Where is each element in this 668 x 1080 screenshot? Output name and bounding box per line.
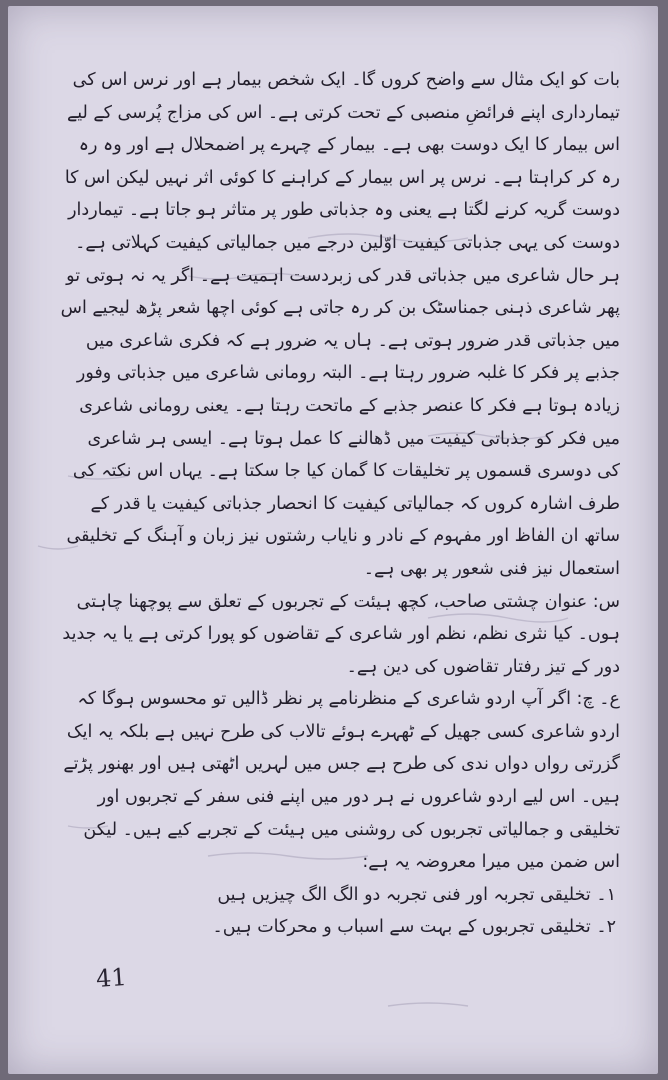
- list-item: [60, 879, 620, 912]
- interview-question: س: عنوان چشتی صاحب، کچھ ہیئت کے تجربوں کے تعلق سے پوچھنا چاہتی ہوں۔ کیا نثری نظم، نظم اور شاعری کے تقاضوں کو پورا کرتی ہے یا یہ جدید دور کے تیز رفتار تقاضوں کی دین ہے۔: [62, 591, 620, 677]
- paragraph: بات کو ایک مثال سے واضح کروں گا۔ ایک شخص بیمار ہے اور نرس اس کی تیمارداری اپنے فرائضِ منصبی کے تحت کرتی ہے۔ اس کی مزاج پُرسی کے لیے اس بیمار کا ایک دوست بھی ہے۔ بیمار کے چہرے پر اضمحلال ہے اور وہ رہ رہ کر کراہتا ہے۔ نرس پر اس بیمار کے کراہنے کا کوئی اثر نہیں لیکن اس کا دوست گریہ کرنے لگتا ہے یعنی وہ جذباتی طور پر متاثر ہو جاتا ہے۔ تیماردار دوست کی یہی جذباتی کیفیت اوّلین درجے میں جمالیاتی کیفیت کہلاتی ہے۔: [64, 70, 620, 253]
- list-item: [60, 911, 620, 944]
- list-number: ۲۔: [596, 917, 616, 938]
- page-number: 41: [95, 962, 128, 994]
- page-body: [60, 64, 620, 944]
- paragraph: ہر حال شاعری میں جذباتی قدر کی زبردست اہمیت ہے۔ اگر یہ نہ ہوتی تو پھر شاعری ذہنی جمناسٹک بن کر رہ جاتی ہے کوئی اچھا شعر پڑھ لیجیے اس میں جذباتی قدر ضرور ہوتی ہے۔ ہاں یہ ضرور ہے کہ فکری شاعری میں جذبے پر فکر کا غلبہ ضرور رہتا ہے۔ البتہ رومانی شاعری میں جذباتی وفور زیادہ ہوتا ہے فکر کا عنصر جذبے کے ماتحت رہتا ہے۔ یعنی رومانی شاعری میں فکر کو جذباتی کیفیت میں ڈھالنے کا عمل ہوتا ہے۔ ایسی ہر شاعری کی دوسری قسموں پر تخلیقات کا گمان کیا جا سکتا ہے۔ یہاں اس نکتہ کی طرف اشارہ کروں کہ جمالیاتی کیفیت کا انحصار جذباتی کیفیت یا قدر کے ساتھ ان الفاظ اور مفہوم کے نادر و نایاب رشتوں نیز زبان و آہنگ کے تخلیقی استعمال نیز فنی شعور پر بھی ہے۔: [60, 265, 620, 579]
- list-number: ۱۔: [596, 884, 616, 905]
- list-text: تخلیقی تجربوں کے بہت سے اسباب و محرکات ہیں۔: [212, 917, 591, 938]
- list-text: تخلیقی تجربہ اور فنی تجربہ دو الگ الگ چیزیں ہیں: [217, 884, 591, 905]
- document-page: [8, 6, 658, 1074]
- interview-answer: ع۔ چ: اگر آپ اردو شاعری کے منظرنامے پر نظر ڈالیں تو محسوس ہوگا کہ اردو شاعری کسی جھیل کے ٹھہرے ہوئے تالاب کی طرح نہیں ہے بلکہ یہ ایک گزرتی رواں دواں ندی کی طرح ہے جس میں لہریں اٹھتی ہیں اور بھنور پڑتے ہیں۔ اس لیے اردو شاعروں نے ہر دور میں اپنے فنی سفر کے تجربوں اور تخلیقی و جمالیاتی تجربوں کی روشنی میں ہیئت کے تجربے کیے ہیں۔ لیکن اس ضمن میں میرا معروضہ یہ ہے:: [63, 689, 620, 873]
